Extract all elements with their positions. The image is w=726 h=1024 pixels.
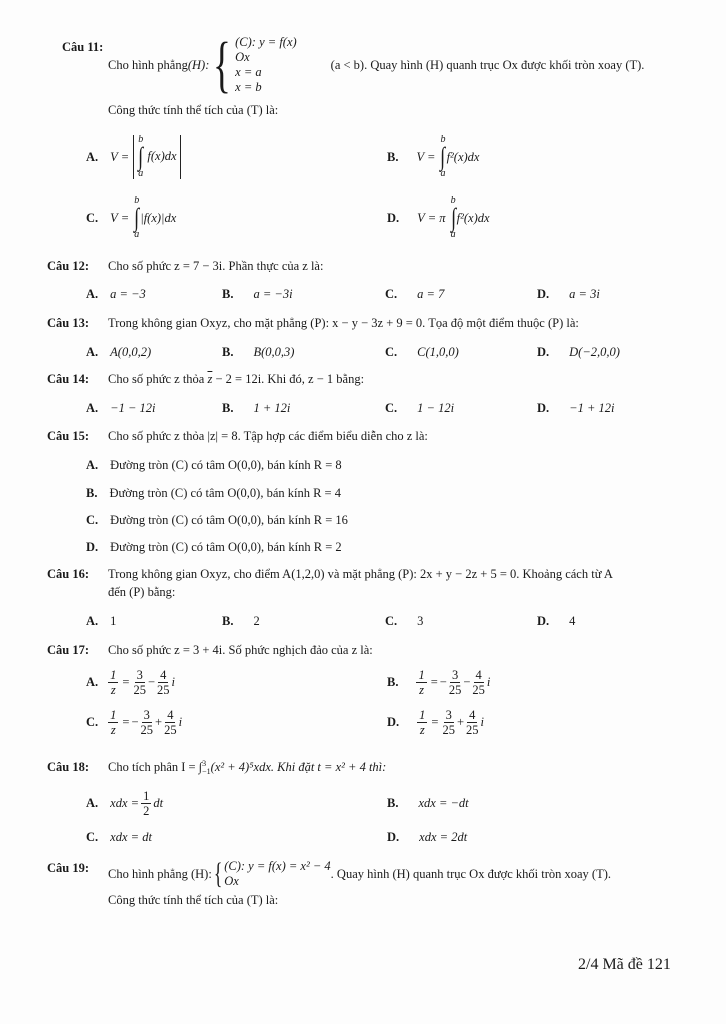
option-text: a = −3i	[253, 287, 293, 301]
sign: −	[131, 715, 139, 729]
option-16-b[interactable]	[222, 614, 260, 629]
question-13-label: Câu 13:	[47, 316, 90, 330]
fraction-imag: $\frac{4}{25}$	[157, 668, 170, 697]
option-17-c[interactable]: C. $\frac{1}{z}$ = − $\frac{3}{25}$ + $\frac{4}{25}$ i	[86, 708, 183, 737]
question-11-h: (H):	[187, 57, 210, 72]
system-brace: { (C): y = f(x) Ox x = a x = b	[213, 31, 297, 99]
option-text: a = 3i	[569, 287, 600, 301]
integral-bounds: 3 −1	[202, 759, 211, 777]
fraction-lhs: $\frac{1}{z}$	[110, 668, 117, 697]
option-letter: D.	[86, 540, 99, 554]
option-15-d[interactable]	[86, 540, 342, 555]
option-letter: B.	[387, 796, 399, 810]
option-14-a[interactable]	[86, 401, 156, 416]
question-15-label: Câu 15:	[47, 429, 90, 443]
option-letter: C.	[385, 401, 398, 415]
question-18-text-before: Cho tích phân I = ∫	[108, 760, 203, 774]
option-text: 1 − 12i	[417, 401, 455, 415]
system-cases	[224, 859, 330, 889]
option-letter: A.	[86, 345, 99, 359]
option-13-b[interactable]	[222, 345, 294, 360]
imaginary-unit: i	[480, 715, 485, 729]
option-letter: D.	[387, 210, 400, 225]
option-letter: B.	[222, 345, 234, 359]
system-brace: { (C): y = f(x) = x² − 4 Ox	[213, 857, 331, 890]
option-letter: B.	[387, 675, 399, 689]
option-text: Đường tròn (C) có tâm O(0,0), bán kính R = 2	[110, 540, 342, 554]
fraction-lhs: $\frac{1}{z}$	[418, 668, 425, 697]
option-11-a[interactable]	[86, 135, 181, 179]
integral-sign: b ∫ a	[450, 195, 456, 240]
operator: +	[155, 715, 163, 729]
option-letter: A.	[86, 149, 99, 164]
option-letter: C.	[385, 287, 398, 301]
option-text: 1	[110, 614, 117, 628]
option-text: −1 + 12i	[569, 401, 615, 415]
option-lhs: V = π	[417, 210, 446, 225]
option-11-c[interactable]	[86, 196, 176, 240]
conjugate-z: $\overline{z}$	[207, 372, 213, 386]
case-line: x = b	[235, 80, 262, 94]
question-19-intro: Cho hình phẳng (H):	[108, 866, 212, 881]
option-12-a[interactable]	[86, 287, 146, 302]
option-17-d[interactable]: D. $\frac{1}{z}$ = $\frac{3}{25}$ + $\frac{4}{25}$ i	[387, 708, 485, 737]
option-14-d[interactable]	[537, 401, 615, 416]
integrand: f²(x)dx	[456, 210, 490, 225]
option-text: D(−2,0,0)	[569, 345, 620, 359]
integrand: |f(x)|dx	[140, 210, 177, 225]
question-14-text-after: − 2 = 12i. Khi đó, z − 1 bằng:	[212, 372, 365, 386]
case-line: (C): y = f(x) = x² − 4	[224, 859, 331, 873]
option-17-b[interactable]: B. $\frac{1}{z}$ = − $\frac{3}{25}$ − $\frac{4}{25}$ i	[387, 668, 491, 697]
option-text: A(0,0,2)	[110, 345, 152, 359]
option-letter: D.	[537, 614, 550, 628]
operator: −	[463, 675, 471, 689]
question-12-label: Câu 12:	[47, 259, 90, 273]
option-letter: C.	[385, 614, 398, 628]
option-14-c[interactable]	[385, 401, 454, 416]
question-18-text	[108, 760, 386, 776]
question-16-text: Trong không gian Oxyz, cho điểm A(1,2,0) và mặt phẳng (P): 2x + y − 2z + 5 = 0. Khoảng cách từ A	[108, 567, 613, 581]
fraction-real: $\frac{3}{25}$	[140, 708, 154, 737]
fraction-real: $\frac{3}{25}$	[448, 668, 462, 697]
option-text: a = −3	[110, 287, 146, 301]
system-cases	[235, 35, 297, 95]
option-letter: A.	[86, 287, 99, 301]
option-12-c[interactable]	[385, 287, 444, 302]
option-text: 1 + 12i	[253, 401, 291, 415]
option-text: xdx = 2dt	[419, 830, 468, 844]
option-18-a[interactable]	[86, 789, 163, 818]
fraction-half: $\frac{1}{2}$	[143, 789, 150, 818]
option-text: 2	[253, 614, 260, 628]
option-text: 4	[569, 614, 576, 628]
option-16-d[interactable]	[537, 614, 575, 629]
question-14-text-before: Cho số phức z thỏa	[108, 372, 208, 386]
option-16-a[interactable]	[86, 614, 116, 629]
option-letter: D.	[387, 715, 400, 729]
question-14-text	[108, 372, 364, 387]
option-15-c[interactable]	[86, 513, 348, 528]
question-11-label: Câu 11:	[62, 40, 104, 54]
option-12-b[interactable]	[222, 287, 293, 302]
option-16-c[interactable]	[385, 614, 423, 629]
option-17-a[interactable]: A. $\frac{1}{z}$ = $\frac{3}{25}$ − $\frac{4}{25}$ i	[86, 668, 176, 697]
option-lhs: V =	[416, 149, 436, 164]
option-13-a[interactable]	[86, 345, 151, 360]
option-11-b[interactable]	[387, 135, 479, 179]
fraction-lhs: $\frac{1}{z}$	[419, 708, 426, 737]
option-13-d[interactable]	[537, 345, 620, 360]
option-18-b[interactable]	[387, 796, 469, 811]
case-line: x = a	[235, 65, 262, 79]
integrand: f(x)dx	[147, 148, 177, 163]
option-letter: B.	[86, 486, 98, 500]
integral-sign: b ∫ a	[138, 134, 144, 179]
question-11-prompt: Công thức tính thể tích của (T) là:	[108, 103, 279, 117]
option-letter: B.	[387, 149, 399, 164]
integrand: f²(x)dx	[446, 149, 480, 164]
option-15-a[interactable]	[86, 458, 342, 473]
option-lhs: V =	[110, 149, 130, 164]
option-letter: B.	[222, 614, 234, 628]
option-letter: A.	[86, 401, 99, 415]
case-line: Ox	[224, 874, 239, 888]
question-19-stem	[108, 859, 611, 889]
option-letter: C.	[86, 715, 99, 729]
option-letter: C.	[86, 830, 99, 844]
option-letter: B.	[222, 401, 234, 415]
question-16-text-line2: đến (P) bằng:	[108, 585, 176, 599]
fraction-imag: $\frac{4}{25}$	[472, 668, 485, 697]
option-letter: A.	[86, 614, 99, 628]
question-11-intro: Cho hình phẳng	[108, 57, 188, 72]
option-text: B(0,0,3)	[253, 345, 295, 359]
question-16-label: Câu 16:	[47, 567, 90, 581]
option-text: Đường tròn (C) có tâm O(0,0), bán kính R = 8	[110, 458, 342, 472]
option-13-c[interactable]	[385, 345, 459, 360]
question-19-prompt: Công thức tính thể tích của (T) là:	[108, 893, 279, 907]
operator: +	[456, 715, 465, 729]
option-letter: A.	[86, 796, 99, 810]
option-18-d[interactable]	[387, 830, 467, 845]
option-text: −1 − 12i	[110, 401, 156, 415]
question-14-label: Câu 14:	[47, 372, 90, 386]
fraction-real: $\frac{3}{25}$	[133, 668, 146, 697]
option-14-b[interactable]	[222, 401, 290, 416]
option-letter: A.	[86, 675, 99, 689]
question-11-after: (a < b). Quay hình (H) quanh trục Ox được khối tròn xoay (T).	[330, 57, 645, 72]
imaginary-unit: i	[486, 675, 491, 689]
option-letter: D.	[537, 345, 550, 359]
imaginary-unit: i	[178, 715, 183, 729]
question-15-text: Cho số phức z thỏa |z| = 8. Tập hợp các điểm biểu diễn cho z là:	[108, 429, 428, 443]
integral-sign: b ∫ a	[134, 195, 140, 240]
question-11-stem	[108, 31, 645, 99]
imaginary-unit: i	[171, 675, 176, 689]
option-text: a = 7	[417, 287, 445, 301]
page-footer: 2/4 Mã đề 121	[578, 956, 671, 973]
question-17-label: Câu 17:	[47, 643, 90, 657]
option-letter: C.	[86, 513, 99, 527]
fraction-imag: $\frac{4}{25}$	[164, 708, 177, 737]
option-text: xdx = dt	[110, 830, 152, 844]
option-text: Đường tròn (C) có tâm O(0,0), bán kính R = 16	[110, 513, 348, 527]
case-line: Ox	[235, 50, 250, 64]
operator: −	[147, 675, 156, 689]
question-18-text-after: (x² + 4)⁵xdx. Khi đặt t = x² + 4 thì:	[210, 760, 387, 774]
question-17-text: Cho số phức z = 3 + 4i. Số phức nghịch đảo của z là:	[108, 643, 373, 657]
question-18-label: Câu 18:	[47, 760, 90, 774]
fraction-real: $\frac{3}{25}$	[442, 708, 455, 737]
option-lhs: V =	[110, 210, 130, 225]
question-12-text: Cho số phức z = 7 − 3i. Phần thực của z là:	[108, 259, 324, 273]
fraction-imag: $\frac{4}{25}$	[466, 708, 479, 737]
question-19-label: Câu 19:	[47, 861, 90, 875]
option-15-b[interactable]	[86, 486, 341, 501]
absolute-value-bars	[133, 135, 180, 179]
option-text: C(1,0,0)	[417, 345, 459, 359]
option-letter: D.	[537, 401, 550, 415]
option-18-c[interactable]	[86, 830, 152, 845]
option-letter: D.	[387, 830, 400, 844]
sign: −	[439, 675, 447, 689]
option-11-d[interactable]	[387, 196, 490, 240]
option-letter: D.	[537, 287, 550, 301]
option-text: Đường tròn (C) có tâm O(0,0), bán kính R = 4	[109, 486, 341, 500]
integral-sign: b ∫ a	[440, 134, 446, 179]
option-text: xdx = −dt	[418, 796, 469, 810]
option-lhs: xdx =	[110, 796, 140, 810]
fraction-lhs: $\frac{1}{z}$	[110, 708, 117, 737]
option-12-d[interactable]	[537, 287, 600, 302]
option-text: 3	[417, 614, 424, 628]
option-letter: A.	[86, 458, 99, 472]
question-13-text: Trong không gian Oxyz, cho mặt phẳng (P): x − y − 3z + 9 = 0. Tọa độ một điểm thuộc (P) là:	[108, 316, 579, 330]
question-19-after: . Quay hình (H) quanh trục Ox được khối tròn xoay (T).	[330, 866, 612, 881]
option-letter: C.	[385, 345, 398, 359]
case-line: (C): y = f(x)	[235, 35, 297, 49]
option-letter: C.	[86, 210, 99, 225]
option-letter: B.	[222, 287, 234, 301]
option-rhs: dt	[153, 796, 164, 810]
